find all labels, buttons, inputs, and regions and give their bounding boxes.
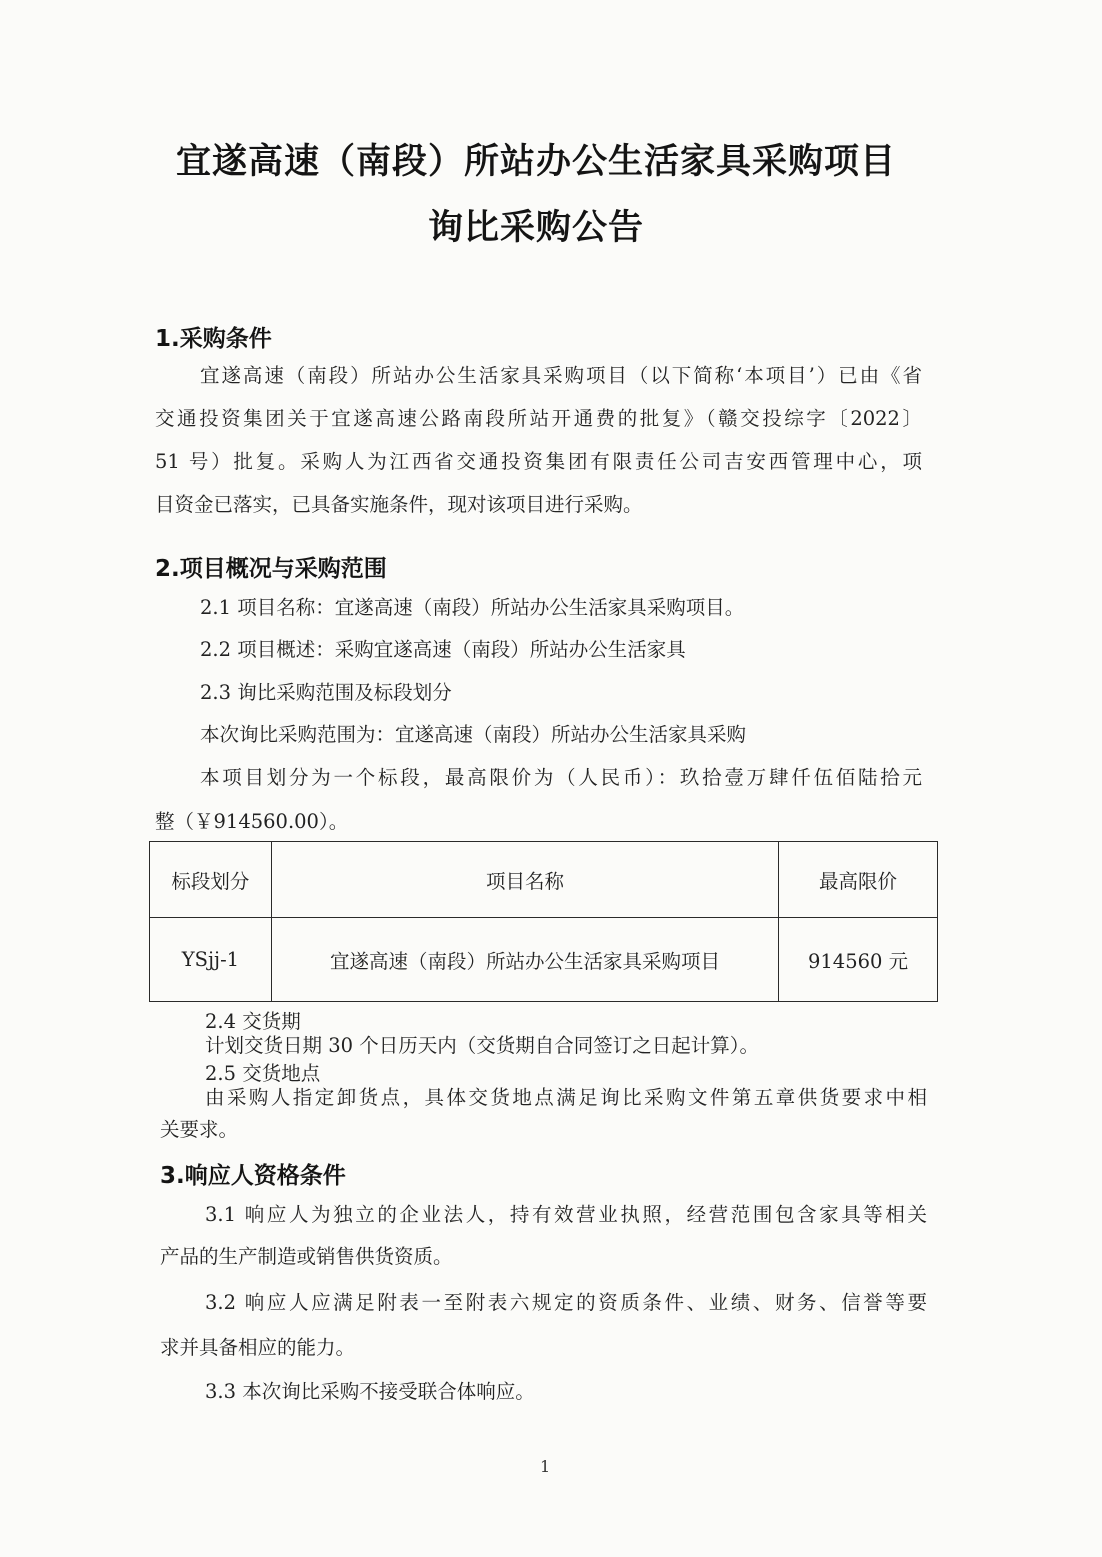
- scope-text: 本次询比采购范围为：宜遂高速（南段）所站办公生活家具采购: [200, 723, 747, 746]
- delivery-place-line2: 关要求。: [160, 1118, 239, 1141]
- bid-section-table: [149, 841, 938, 1002]
- section2-heading: 2.项目概况与采购范围: [155, 556, 387, 582]
- delivery-period: 计划交货日期 30 个日历天内（交货期自合同签订之日起计算）。: [205, 1034, 759, 1057]
- item-2-5: 2.5 交货地点: [205, 1062, 321, 1085]
- table-header-cell: 标段划分: [150, 842, 272, 918]
- limit-line2: 整（￥914560.00）。: [155, 810, 349, 833]
- item-3-2-line1: 3.2 响应人应满足附表一至附表六规定的资质条件、业绩、财务、信誉等要: [205, 1291, 927, 1314]
- table-cell: 914560 元: [779, 918, 938, 1002]
- table-cell: 宜遂高速（南段）所站办公生活家具采购项目: [271, 918, 778, 1002]
- limit-line1: 本项目划分为一个标段，最高限价为（人民币）：玖拾壹万肆仟伍佰陆拾元: [200, 766, 922, 789]
- table-header-cell: 最高限价: [779, 842, 938, 918]
- section1-line4: 目资金已落实，已具备实施条件，现对该项目进行采购。: [155, 493, 643, 516]
- section3-heading: 3.响应人资格条件: [160, 1163, 346, 1189]
- item-3-1-line1: 3.1 响应人为独立的企业法人，持有效营业执照，经营范围包含家具等相关: [205, 1203, 927, 1226]
- item-2-4: 2.4 交货期: [205, 1010, 301, 1033]
- item-3-3: 3.3 本次询比采购不接受联合体响应。: [205, 1380, 535, 1403]
- item-2-3: 2.3 询比采购范围及标段划分: [200, 681, 452, 704]
- table-header-cell: 项目名称: [271, 842, 778, 918]
- item-3-2-line2: 求并具备相应的能力。: [160, 1336, 356, 1359]
- section1-line2: 交通投资集团关于宜遂高速公路南段所站开通费的批复》（赣交投综字〔2022〕: [155, 407, 922, 430]
- section1-line3: 51 号）批复。采购人为江西省交通投资集团有限责任公司吉安西管理中心，项: [155, 450, 922, 473]
- table-row: [150, 918, 938, 1002]
- section1-heading: 1.采购条件: [155, 326, 272, 352]
- item-2-2: 2.2 项目概述：采购宜遂高速（南段）所站办公生活家具: [200, 638, 686, 661]
- document-title-line1: 宜遂高速（南段）所站办公生活家具采购项目: [175, 142, 896, 182]
- table-cell: YSjj-1: [150, 918, 272, 1002]
- page-number: 1: [540, 1457, 551, 1476]
- item-3-1-line2: 产品的生产制造或销售供货资质。: [160, 1245, 453, 1268]
- section1-line1: 宜遂高速（南段）所站办公生活家具采购项目（以下简称‘本项目’）已由《省: [200, 364, 922, 387]
- delivery-place-line1: 由采购人指定卸货点，具体交货地点满足询比采购文件第五章供货要求中相: [205, 1086, 927, 1109]
- table-header-row: [150, 842, 938, 918]
- item-2-1: 2.1 项目名称：宜遂高速（南段）所站办公生活家具采购项目。: [200, 596, 745, 619]
- document-title-line2: 询比采购公告: [427, 208, 644, 248]
